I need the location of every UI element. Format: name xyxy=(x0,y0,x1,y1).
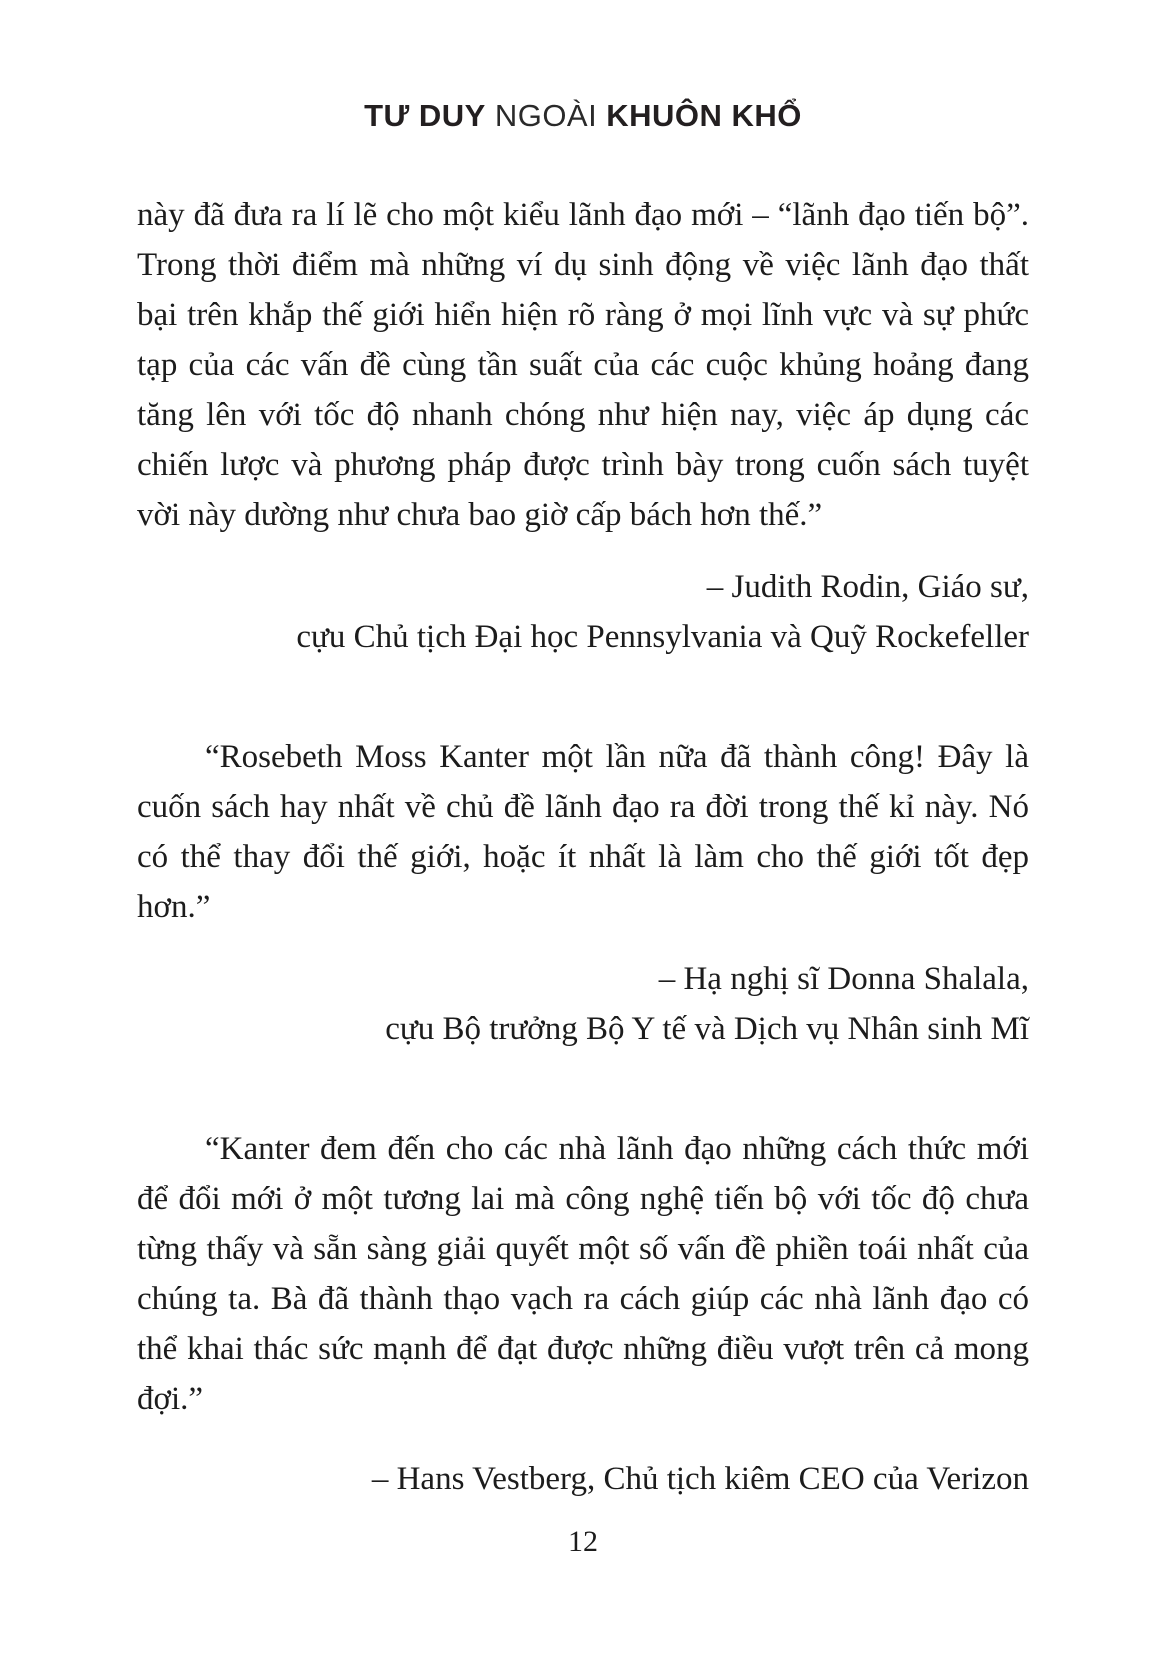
text-column xyxy=(137,190,1029,1504)
running-head-bold-2: KHUÔN KHỔ xyxy=(606,98,802,133)
running-head-bold-1: TƯ DUY xyxy=(364,98,486,133)
quote-paragraph-1: này đã đưa ra lí lẽ cho một kiểu lãnh đạo mới – “lãnh đạo tiến bộ”. Trong thời điểm mà những ví dụ sinh động về việc lãnh đạo thất bại trên khắp thế giới hiển hiện rõ ràng ở mọi lĩnh vực và sự phức tạp của các vấn đề cùng tần suất của các cuộc khủng hoảng đang tăng lên với tốc độ nhanh chóng như hiện nay, việc áp dụng các chiến lược và phương pháp được trình bày trong cuốn sách tuyệt vời này dường như chưa bao giờ cấp bách hơn thế.” xyxy=(137,197,1029,533)
attribution-2-line-2: cựu Bộ trưởng Bộ Y tế và Dịch vụ Nhân sinh Mĩ xyxy=(385,1011,1029,1047)
running-head-regular: NGOÀI xyxy=(494,98,598,133)
quote-paragraph-3: “Kanter đem đến cho các nhà lãnh đạo những cách thức mới để đổi mới ở một tương lai mà công nghệ tiến bộ với tốc độ chưa từng thấy và sẵn sàng giải quyết một số vấn đề phiền toái nhất của chúng ta. Bà đã thành thạo vạch ra cách giúp các nhà lãnh đạo có thể khai thác sức mạnh để đạt được những điều vượt trên cả mong đợi.” xyxy=(137,1131,1029,1417)
quote-paragraph-2: “Rosebeth Moss Kanter một lần nữa đã thành công! Đây là cuốn sách hay nhất về chủ đề lãnh đạo ra đời trong thế kỉ này. Nó có thể thay đổi thế giới, hoặc ít nhất là làm cho thế giới tốt đẹp hơn.” xyxy=(137,739,1029,925)
attribution-1-line-2: cựu Chủ tịch Đại học Pennsylvania và Quỹ Rockefeller xyxy=(296,619,1029,655)
page-number: 12 xyxy=(568,1525,598,1558)
attribution-2-line-1: – Hạ nghị sĩ Donna Shalala, xyxy=(658,961,1029,997)
attribution-2 xyxy=(137,954,1029,1054)
attribution-1-line-1: – Judith Rodin, Giáo sư, xyxy=(706,569,1029,605)
attribution-3-line-1: – Hans Vestberg, Chủ tịch kiêm CEO của Verizon xyxy=(371,1461,1029,1497)
attribution-3 xyxy=(137,1454,1029,1504)
running-head xyxy=(0,98,1166,134)
attribution-1 xyxy=(137,562,1029,662)
